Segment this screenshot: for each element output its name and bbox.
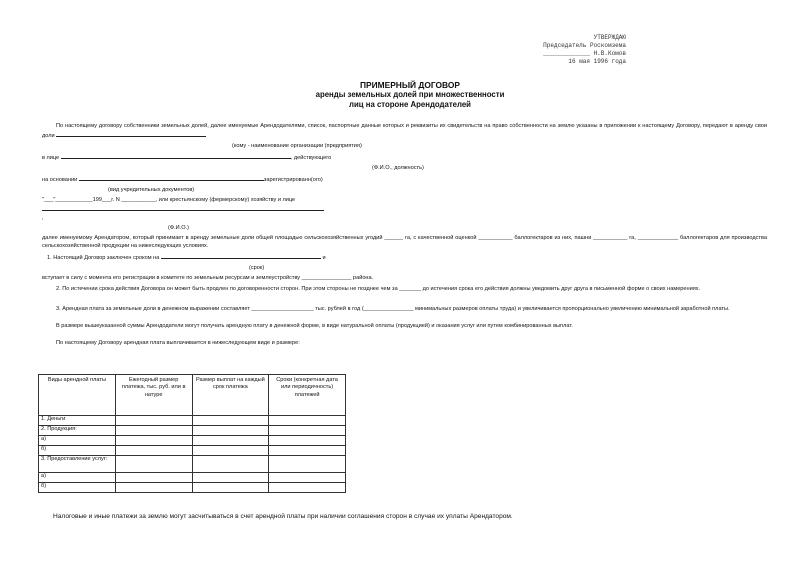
table-cell: а) (39, 436, 116, 446)
title-line-3: лиц на стороне Арендодателей (349, 100, 471, 109)
table-row (39, 436, 346, 446)
basis-line (42, 174, 767, 184)
date-line: "___"____________199___г. N ___________, или крестьянскому (фермерскому) хозяйству и лице (42, 197, 296, 203)
paragraph-3: 3. Арендная плата за земельные доли в денежном выражении составляет ____________________ тыс. рублей в год (________________ минимальных размеров оплаты труда) и увеличивается пропорционально увеличению минимальной заработной платы. (56, 306, 730, 312)
term-line (42, 252, 767, 262)
table-cell-empty[interactable] (115, 456, 192, 473)
table-row (39, 446, 346, 456)
term-suffix: и (322, 255, 326, 261)
fio-caption: (Ф.И.О.) (168, 225, 190, 231)
intro-text: По настоящему договору собственники земельных долей, далее именуемые Арендодателями, список, паспортные данные которых и реквизиты их свидетельств на право собственности на землю указаны в приложении к настоящему Договору, передают в аренду свои доли (42, 123, 767, 139)
approval-signature: _____________ Н.В.Комов (543, 50, 626, 57)
table-cell-empty[interactable] (115, 446, 192, 456)
document-body (42, 122, 767, 347)
table-cell-empty[interactable] (115, 416, 192, 426)
table-cell-empty[interactable] (115, 436, 192, 446)
basis-prefix: на основании (42, 177, 78, 183)
table-cell: б) (39, 446, 116, 456)
term-caption: (срок) (249, 265, 265, 271)
term-continuation: вступает в силу с момента его регистрации в комитете по земельным ресурсам и землеустройству ________________ района. (42, 275, 374, 281)
title-line-1: ПРИМЕРНЫЙ ДОГОВОР (360, 80, 460, 90)
table-cell-empty[interactable] (115, 426, 192, 436)
table-cell: 2. Продукция: (39, 426, 116, 436)
table-header: Сроки (конкретная дата или периодичность) платежей (269, 375, 346, 416)
table-cell-empty[interactable] (269, 436, 346, 446)
table-cell-empty[interactable] (192, 436, 269, 446)
blank-line-full (42, 204, 767, 214)
document-title (260, 80, 560, 110)
table-cell-empty[interactable] (192, 456, 269, 473)
table-cell-empty[interactable] (269, 483, 346, 493)
table-cell-empty[interactable] (115, 473, 192, 483)
table-cell: а) (39, 473, 116, 483)
table-row (39, 426, 346, 436)
approval-title: УТВЕРЖДАЮ (593, 34, 626, 41)
table-cell-empty[interactable] (192, 426, 269, 436)
footer-note: Налоговые и иные платежи за землю могут засчитываться в счет арендной платы при наличии соглашения сторон в случае их уплаты Арендатором. (53, 513, 513, 520)
table-row (39, 416, 346, 426)
paragraph-2: 2. По истечении срока действия Договора он может быть продлен по договоренности сторон. При этом стороны не позднее чем за _______ до истечения срока его действия должны уведомить друг друга в письменной форме о своих намерениях. (56, 286, 701, 292)
table-row (39, 456, 346, 473)
table-cell-empty[interactable] (269, 416, 346, 426)
table-cell: 1. Деньги (39, 416, 116, 426)
intro-paragraph (42, 122, 767, 140)
table-cell-empty[interactable] (115, 483, 192, 493)
in-person-prefix: в лице (42, 155, 60, 161)
table-row (39, 473, 346, 483)
table-row (39, 483, 346, 493)
table-cell-empty[interactable] (269, 456, 346, 473)
blank-line (61, 152, 291, 159)
approval-block (520, 34, 626, 66)
table-cell-empty[interactable] (269, 473, 346, 483)
approval-date: 16 мая 1996 года (568, 58, 626, 65)
table-cell-empty[interactable] (192, 416, 269, 426)
blank-line (161, 252, 321, 259)
basis-suffix: зарегистрированн(ого) (263, 177, 323, 183)
table-cell: 3. Предоставление услуг: (39, 456, 116, 473)
rent-payment-table (38, 374, 346, 493)
table-header: Виды арендной платы (39, 375, 116, 416)
table-cell-empty[interactable] (192, 446, 269, 456)
in-person-line (42, 152, 767, 162)
table-cell-empty[interactable] (192, 483, 269, 493)
table-cell-empty[interactable] (269, 426, 346, 436)
comma-line: , (42, 215, 44, 221)
table-header: Ежегодный размер платежа, тыс. руб. или в натуре (115, 375, 192, 416)
approval-position: Председатель Роскомзема (543, 42, 626, 49)
table-cell: б) (39, 483, 116, 493)
intro-caption: (кому - наименование организации (предприятия) (232, 143, 362, 149)
table-cell-empty[interactable] (192, 473, 269, 483)
term-prefix: 1. Настоящий Договор заключен сроком на (47, 255, 160, 261)
blank-line (79, 174, 264, 181)
table-cell-empty[interactable] (269, 446, 346, 456)
table-header: Размер выплат на каждый срок платежа (192, 375, 269, 416)
founding-docs-caption: (вид учредительных документов) (108, 187, 195, 193)
arendator-paragraph: далее именуемому Арендатором, который принимает в аренду земельные доли общей площадью сельскохозяйственных угодий ______ га, с качественной оценкой ___________ баллогектаров из них, пашни ___________ га, _____________ баллогектаров для производства сельскохозяйственной продукции на нижеследующих условиях. (42, 235, 767, 249)
title-line-2: аренды земельных долей при множественности (315, 90, 505, 99)
table-header-row (39, 375, 346, 416)
blank-line (42, 204, 324, 211)
blank-line (56, 130, 206, 137)
paragraph-4: В размере вышеуказанной суммы Арендодатели могут получать арендную плату в денежной форме, в виде натуральной оплаты (продукцией) и оказания услуг или путем комбинированных выплат. (56, 323, 573, 329)
fio-position-caption: (Ф.И.О., должность) (372, 165, 424, 171)
in-person-suffix: , действующего (290, 155, 332, 161)
paragraph-5: По настоящему Договору арендная плата выплачивается в нижеследующем виде и размере: (56, 340, 300, 346)
